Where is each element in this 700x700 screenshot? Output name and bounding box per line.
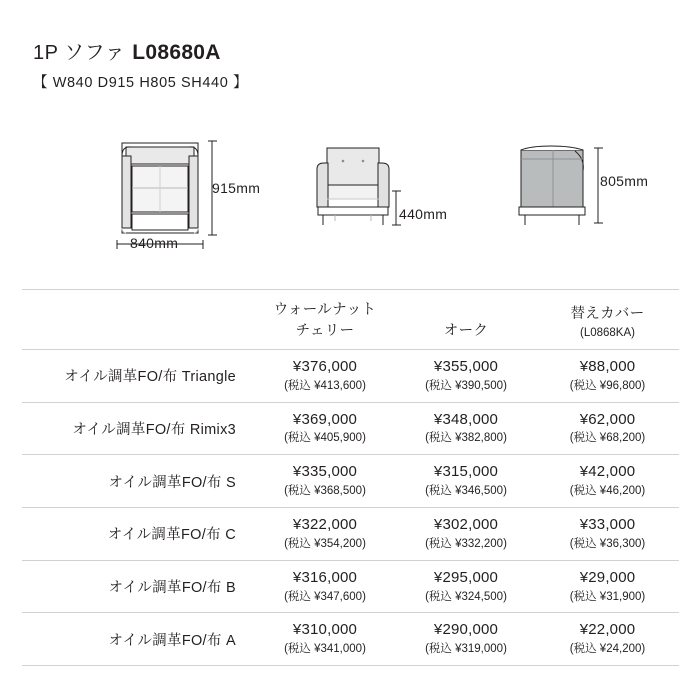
price-cell [396,508,536,561]
price-cell [254,402,396,455]
price-tax-included: (税込 ¥96,800) [569,379,646,392]
price-tax-included: (税込 ¥413,600) [284,379,366,392]
product-title [33,36,248,65]
row-label: オイル調革FO/布 C [22,508,254,561]
price-tax-included: (税込 ¥368,500) [284,485,366,498]
column-header-replacement-cover [536,300,679,350]
price-cell [396,455,536,508]
price-value: ¥348,000 [433,410,499,428]
price-value: ¥355,000 [433,358,499,376]
top-view-width-label: 840mm [130,235,179,251]
column-header-sub: (L0868KA) [580,327,635,340]
price-cell [536,402,679,455]
price-tax-included: (税込 ¥382,800) [425,432,507,445]
row-label: オイル調革FO/布 Rimix3 [22,402,254,455]
product-header [33,36,248,92]
front-view-seat-height-label: 440mm [399,206,448,222]
table-row [22,508,679,561]
product-name: 1P ソファ [33,42,126,64]
price-cell [536,508,679,561]
column-header-line1: ウォールナット [273,302,377,318]
price-cell [254,508,396,561]
price-value: ¥33,000 [579,516,636,534]
price-tax-included: (税込 ¥46,200) [569,485,646,498]
price-cell [254,613,396,666]
price-tax-included: (税込 ¥31,900) [569,590,646,603]
price-tax-included: (税込 ¥319,000) [425,643,507,656]
price-tax-included: (税込 ¥354,200) [284,537,366,550]
column-header-walnut-cherry [254,300,396,350]
price-tax-included: (税込 ¥68,200) [569,432,646,445]
drawing-row [0,125,700,260]
product-dimensions: 【 W840 D915 H805 SH440 】 [33,75,249,91]
price-value: ¥302,000 [433,516,499,534]
table-header-row [22,300,679,350]
side-view-drawing [513,145,595,230]
top-view-depth-label: 915mm [212,180,261,196]
table-row [22,455,679,508]
price-value: ¥88,000 [579,358,636,376]
price-value: ¥62,000 [579,410,636,428]
front-view-drawing [313,145,393,228]
table-row [22,560,679,613]
section-divider [22,289,679,290]
table-row [22,613,679,666]
price-value: ¥316,000 [292,568,358,586]
price-tax-included: (税込 ¥346,500) [425,485,507,498]
column-header-line2: チェリー [295,323,355,340]
price-tax-included: (税込 ¥341,000) [284,643,366,656]
price-tax-included: (税込 ¥324,500) [425,590,507,603]
column-header-blank [22,300,254,350]
price-value: ¥335,000 [292,463,358,481]
price-value: ¥290,000 [433,621,499,639]
column-header-oak [396,300,536,350]
price-cell [536,455,679,508]
table-row [22,350,679,403]
price-cell [396,613,536,666]
price-cell [536,350,679,403]
side-view-height-label: 805mm [600,173,649,189]
row-label: オイル調革FO/布 Triangle [22,350,254,403]
price-value: ¥42,000 [579,463,636,481]
price-tax-included: (税込 ¥24,200) [569,643,646,656]
row-label: オイル調革FO/布 B [22,560,254,613]
price-cell [254,560,396,613]
price-cell [536,560,679,613]
price-cell [254,350,396,403]
price-tax-included: (税込 ¥390,500) [425,379,507,392]
price-value: ¥376,000 [292,358,358,376]
price-table [22,300,679,666]
column-header-line1: オーク [443,323,489,340]
price-cell [396,560,536,613]
price-cell [254,455,396,508]
price-value: ¥295,000 [433,568,499,586]
price-value: ¥322,000 [292,516,358,534]
product-code: L08680A [132,41,221,64]
row-label: オイル調革FO/布 S [22,455,254,508]
top-view-drawing [112,138,208,238]
price-tax-included: (税込 ¥332,200) [425,537,507,550]
price-value: ¥22,000 [579,621,636,639]
price-cell [536,613,679,666]
price-value: ¥29,000 [579,568,636,586]
price-value: ¥315,000 [433,463,499,481]
price-value: ¥310,000 [292,621,358,639]
column-header-line1: 替えカバー [570,306,645,323]
table-row [22,402,679,455]
row-label: オイル調革FO/布 A [22,613,254,666]
price-cell [396,402,536,455]
price-tax-included: (税込 ¥405,900) [284,432,366,445]
price-tax-included: (税込 ¥36,300) [569,537,646,550]
price-value: ¥369,000 [292,410,358,428]
price-cell [396,350,536,403]
price-tax-included: (税込 ¥347,600) [284,590,366,603]
